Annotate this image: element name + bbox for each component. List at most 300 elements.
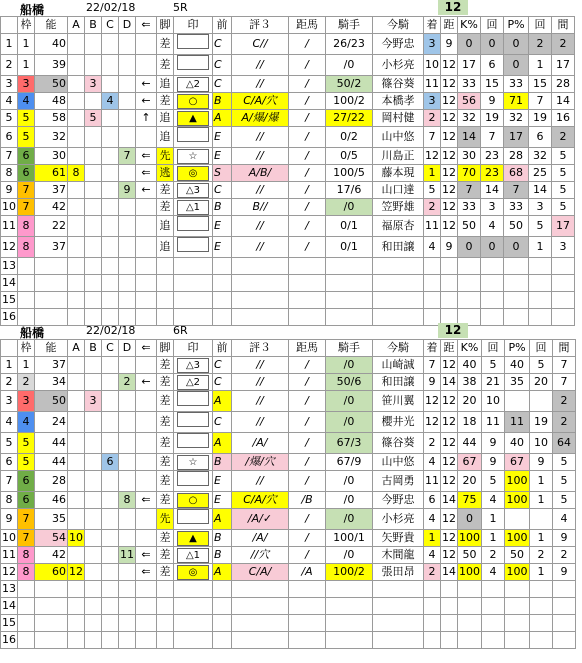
mark-cell[interactable]	[174, 412, 213, 433]
k-pct-cell[interactable]: 67	[458, 454, 482, 471]
col-a-cell[interactable]	[68, 374, 85, 391]
ability-cell[interactable]: 35	[35, 509, 68, 530]
empty-cell[interactable]	[458, 292, 481, 309]
k-pct-cell[interactable]: 0	[458, 509, 482, 530]
ability-cell[interactable]: 28	[35, 471, 68, 492]
empty-cell[interactable]	[424, 581, 441, 598]
empty-cell[interactable]	[136, 615, 157, 632]
col-c-cell[interactable]	[102, 374, 119, 391]
distance-cell[interactable]: 14	[441, 374, 458, 391]
mark-cell[interactable]	[174, 391, 213, 412]
count-cell[interactable]: 9	[481, 93, 504, 110]
arrow-cell[interactable]: ⇐	[136, 547, 157, 564]
k-pct-cell[interactable]: 40	[458, 357, 482, 374]
col-c-cell[interactable]	[102, 127, 119, 148]
arrow-cell[interactable]	[136, 216, 157, 237]
col-a-cell[interactable]	[68, 182, 85, 199]
mark-box[interactable]	[177, 471, 209, 486]
empty-cell[interactable]	[85, 581, 102, 598]
distance-cell[interactable]: 12	[441, 165, 458, 182]
col-c-cell[interactable]	[102, 530, 119, 547]
ability-cell[interactable]: 54	[35, 530, 68, 547]
mark-cell[interactable]	[174, 34, 213, 55]
count2-cell[interactable]	[530, 391, 553, 412]
prev-cell[interactable]: E	[213, 127, 232, 148]
ability-cell[interactable]: 34	[35, 374, 68, 391]
mark-cell[interactable]	[174, 564, 213, 581]
count2-cell[interactable]: 25	[529, 165, 552, 182]
table-row[interactable]	[1, 547, 576, 564]
waku-cell[interactable]: 1	[18, 34, 35, 55]
interval-cell[interactable]: 2	[552, 127, 575, 148]
empty-cell[interactable]	[35, 615, 68, 632]
empty-cell[interactable]	[458, 275, 481, 292]
col-c-cell[interactable]	[102, 564, 119, 581]
finish-cell[interactable]: 11	[424, 76, 441, 93]
jockey-name-cell[interactable]: 山口達	[373, 182, 424, 199]
ability-cell[interactable]: 60	[35, 564, 68, 581]
distance-cell[interactable]: 12	[441, 530, 458, 547]
table-row[interactable]	[1, 165, 575, 182]
distance-horse-cell[interactable]: /	[289, 412, 326, 433]
empty-cell[interactable]	[441, 615, 458, 632]
k-pct-cell[interactable]: 56	[458, 93, 481, 110]
empty-cell[interactable]	[424, 292, 441, 309]
jockey-name-cell[interactable]: 福原杏	[373, 216, 424, 237]
row-number[interactable]: 6	[1, 454, 18, 471]
prev-cell[interactable]: A	[213, 110, 232, 127]
style-cell[interactable]: 追	[157, 127, 174, 148]
jockey-stat-cell[interactable]: /0	[326, 471, 373, 492]
mark-cell[interactable]	[174, 148, 213, 165]
col-d-cell[interactable]	[119, 530, 136, 547]
table-row[interactable]	[1, 182, 575, 199]
count2-cell[interactable]: 19	[529, 110, 552, 127]
empty-cell[interactable]	[18, 598, 35, 615]
k-pct-cell[interactable]: 18	[458, 412, 482, 433]
col-d-cell[interactable]: 2	[119, 374, 136, 391]
waku-cell[interactable]: 1	[18, 357, 35, 374]
empty-cell[interactable]	[174, 292, 213, 309]
col-c-cell[interactable]	[102, 357, 119, 374]
count-cell[interactable]: 9	[482, 433, 505, 454]
jockey-name-cell[interactable]: 木間龍	[373, 547, 424, 564]
col-d-cell[interactable]: 8	[119, 492, 136, 509]
empty-row[interactable]	[1, 632, 576, 649]
col-c-cell[interactable]	[102, 547, 119, 564]
col-a-cell[interactable]	[68, 76, 85, 93]
finish-cell[interactable]: 12	[424, 148, 441, 165]
empty-cell[interactable]	[119, 275, 136, 292]
empty-cell[interactable]	[424, 275, 441, 292]
mark-cell[interactable]	[174, 110, 213, 127]
empty-cell[interactable]	[373, 258, 424, 275]
mark-box[interactable]	[177, 391, 209, 406]
col-b-cell[interactable]	[85, 530, 102, 547]
empty-cell[interactable]	[213, 632, 232, 649]
style-cell[interactable]: 差	[157, 433, 174, 454]
p-pct-cell[interactable]: 50	[505, 547, 530, 564]
style-cell[interactable]: 差	[157, 182, 174, 199]
jockey-stat-cell[interactable]: 0/5	[326, 148, 373, 165]
column-header[interactable]: 間	[552, 17, 575, 34]
col-c-cell[interactable]	[102, 34, 119, 55]
col-a-cell[interactable]	[68, 93, 85, 110]
column-header[interactable]: 今騎	[373, 17, 424, 34]
p-pct-cell[interactable]: 33	[504, 76, 529, 93]
distance-horse-cell[interactable]: /	[289, 55, 326, 76]
empty-cell[interactable]	[102, 615, 119, 632]
prev-cell[interactable]: A	[213, 433, 232, 454]
empty-cell[interactable]	[326, 258, 373, 275]
mark-cell[interactable]	[174, 509, 213, 530]
waku-cell[interactable]: 5	[18, 433, 35, 454]
arrow-cell[interactable]	[136, 454, 157, 471]
column-header[interactable]: D	[119, 17, 136, 34]
finish-cell[interactable]: 2	[424, 433, 441, 454]
jockey-name-cell[interactable]: 藤本現	[373, 165, 424, 182]
jockey-stat-cell[interactable]: /0	[326, 412, 373, 433]
count-cell[interactable]: 1	[482, 509, 505, 530]
ability-cell[interactable]: 61	[35, 165, 68, 182]
rating-cell[interactable]: C/A/穴	[232, 492, 289, 509]
ability-cell[interactable]: 42	[35, 199, 68, 216]
column-header[interactable]: ⇐	[136, 17, 157, 34]
empty-cell[interactable]	[136, 275, 157, 292]
k-pct-cell[interactable]: 50	[458, 547, 482, 564]
mark-cell[interactable]	[174, 76, 213, 93]
waku-cell[interactable]: 7	[18, 199, 35, 216]
mark-cell[interactable]	[174, 216, 213, 237]
table-row[interactable]	[1, 454, 576, 471]
k-pct-cell[interactable]: 32	[458, 110, 481, 127]
table-row[interactable]	[1, 127, 575, 148]
jockey-stat-cell[interactable]: /0	[326, 492, 373, 509]
ability-cell[interactable]: 37	[35, 357, 68, 374]
rating-cell[interactable]: /爆/穴	[232, 454, 289, 471]
col-d-cell[interactable]	[119, 199, 136, 216]
empty-cell[interactable]	[174, 275, 213, 292]
interval-cell[interactable]: 7	[553, 374, 576, 391]
col-a-cell[interactable]	[68, 34, 85, 55]
empty-cell[interactable]	[553, 632, 576, 649]
distance-cell[interactable]: 12	[441, 433, 458, 454]
count-cell[interactable]: 19	[481, 110, 504, 127]
rating-cell[interactable]: /A/	[232, 530, 289, 547]
empty-cell[interactable]	[482, 581, 505, 598]
empty-cell[interactable]	[213, 275, 232, 292]
empty-cell[interactable]	[232, 292, 289, 309]
column-header[interactable]: 脚	[157, 340, 174, 357]
empty-cell[interactable]	[85, 292, 102, 309]
p-pct-cell[interactable]: 0	[504, 55, 529, 76]
mark-cell[interactable]	[174, 471, 213, 492]
table-row[interactable]	[1, 530, 576, 547]
empty-cell[interactable]	[530, 632, 553, 649]
ability-cell[interactable]: 42	[35, 547, 68, 564]
column-header[interactable]: 着	[424, 340, 441, 357]
style-cell[interactable]: 差	[157, 199, 174, 216]
jockey-stat-cell[interactable]: 100/5	[326, 165, 373, 182]
arrow-cell[interactable]	[136, 391, 157, 412]
row-number[interactable]: 3	[1, 76, 18, 93]
empty-cell[interactable]	[289, 615, 326, 632]
empty-cell[interactable]	[35, 598, 68, 615]
column-header[interactable]: ⇐	[136, 340, 157, 357]
empty-cell[interactable]	[458, 258, 481, 275]
distance-cell[interactable]: 12	[441, 216, 458, 237]
rating-cell[interactable]: //	[232, 148, 289, 165]
ability-cell[interactable]: 39	[35, 55, 68, 76]
mark-box[interactable]: ◎	[177, 565, 209, 580]
finish-cell[interactable]: 11	[424, 471, 441, 492]
distance-cell[interactable]: 14	[441, 492, 458, 509]
empty-cell[interactable]	[424, 258, 441, 275]
empty-cell[interactable]	[481, 292, 504, 309]
distance-horse-cell[interactable]: /B	[289, 492, 326, 509]
prev-cell[interactable]: C	[213, 357, 232, 374]
mark-box[interactable]: ▲	[177, 531, 209, 546]
empty-cell[interactable]	[68, 258, 85, 275]
finish-cell[interactable]: 12	[424, 391, 441, 412]
empty-row[interactable]	[1, 581, 576, 598]
col-b-cell[interactable]	[85, 412, 102, 433]
distance-horse-cell[interactable]: /	[289, 374, 326, 391]
p-pct-cell[interactable]: 11	[505, 412, 530, 433]
empty-cell[interactable]	[505, 581, 530, 598]
interval-cell[interactable]: 64	[553, 433, 576, 454]
empty-row[interactable]	[1, 598, 576, 615]
arrow-cell[interactable]	[136, 357, 157, 374]
row-number[interactable]: 7	[1, 148, 18, 165]
mark-box[interactable]: ○	[177, 493, 209, 508]
distance-cell[interactable]: 9	[441, 237, 458, 258]
empty-cell[interactable]	[458, 632, 482, 649]
empty-cell[interactable]	[213, 258, 232, 275]
jockey-stat-cell[interactable]: 50/2	[326, 76, 373, 93]
rating-cell[interactable]: //	[232, 374, 289, 391]
waku-cell[interactable]: 4	[18, 93, 35, 110]
style-cell[interactable]: 差	[157, 564, 174, 581]
interval-cell[interactable]: 5	[552, 148, 575, 165]
waku-cell[interactable]: 6	[18, 471, 35, 492]
column-header[interactable]: 距	[441, 17, 458, 34]
jockey-name-cell[interactable]: 篠谷葵	[373, 76, 424, 93]
row-number[interactable]: 5	[1, 110, 18, 127]
empty-cell[interactable]	[373, 581, 424, 598]
column-header[interactable]: 枠	[18, 340, 35, 357]
distance-horse-cell[interactable]: /	[289, 509, 326, 530]
style-cell[interactable]: 差	[157, 34, 174, 55]
distance-cell[interactable]: 12	[441, 55, 458, 76]
style-cell[interactable]: 差	[157, 412, 174, 433]
empty-cell[interactable]	[289, 632, 326, 649]
waku-cell[interactable]: 7	[18, 530, 35, 547]
k-pct-cell[interactable]: 0	[458, 237, 481, 258]
finish-cell[interactable]: 4	[424, 237, 441, 258]
count-cell[interactable]: 4	[482, 492, 505, 509]
column-header[interactable]: 評３	[232, 17, 289, 34]
row-number[interactable]: 3	[1, 391, 18, 412]
col-a-cell[interactable]	[68, 357, 85, 374]
col-d-cell[interactable]	[119, 357, 136, 374]
table-row[interactable]	[1, 216, 575, 237]
jockey-stat-cell[interactable]: 0/2	[326, 127, 373, 148]
prev-cell[interactable]: C	[213, 55, 232, 76]
interval-cell[interactable]: 17	[552, 55, 575, 76]
distance-cell[interactable]: 12	[441, 127, 458, 148]
count-cell[interactable]: 23	[481, 165, 504, 182]
p-pct-cell[interactable]	[505, 509, 530, 530]
distance-horse-cell[interactable]: /	[289, 454, 326, 471]
waku-cell[interactable]: 5	[18, 110, 35, 127]
empty-cell[interactable]	[85, 275, 102, 292]
empty-cell[interactable]	[232, 632, 289, 649]
column-header[interactable]: 能	[35, 17, 68, 34]
arrow-cell[interactable]: ←	[136, 93, 157, 110]
p-pct-cell[interactable]: 71	[504, 93, 529, 110]
k-pct-cell[interactable]: 38	[458, 374, 482, 391]
col-a-cell[interactable]	[68, 199, 85, 216]
arrow-cell[interactable]: ⇐	[136, 492, 157, 509]
mark-cell[interactable]	[174, 237, 213, 258]
column-header[interactable]: K%	[458, 340, 482, 357]
interval-cell[interactable]: 16	[552, 110, 575, 127]
empty-cell[interactable]	[85, 258, 102, 275]
col-a-cell[interactable]	[68, 454, 85, 471]
distance-horse-cell[interactable]: /	[289, 93, 326, 110]
col-b-cell[interactable]	[85, 216, 102, 237]
mark-box[interactable]: △2	[177, 77, 209, 92]
jockey-name-cell[interactable]: 小杉亮	[373, 509, 424, 530]
col-c-cell[interactable]	[102, 492, 119, 509]
col-d-cell[interactable]	[119, 216, 136, 237]
jockey-stat-cell[interactable]: 100/1	[326, 530, 373, 547]
distance-cell[interactable]: 12	[441, 110, 458, 127]
finish-cell[interactable]: 4	[424, 547, 441, 564]
col-d-cell[interactable]: 7	[119, 148, 136, 165]
k-pct-cell[interactable]: 50	[458, 216, 481, 237]
column-header[interactable]: D	[119, 340, 136, 357]
column-header[interactable]: 前	[213, 17, 232, 34]
mark-box[interactable]	[177, 55, 209, 70]
style-cell[interactable]: 追	[157, 216, 174, 237]
col-a-cell[interactable]	[68, 509, 85, 530]
jockey-stat-cell[interactable]: 27/22	[326, 110, 373, 127]
empty-cell[interactable]	[232, 275, 289, 292]
finish-cell[interactable]: 1	[424, 165, 441, 182]
empty-cell[interactable]	[18, 615, 35, 632]
col-d-cell[interactable]	[119, 93, 136, 110]
mark-cell[interactable]	[174, 165, 213, 182]
distance-horse-cell[interactable]: /	[289, 391, 326, 412]
empty-cell[interactable]	[289, 581, 326, 598]
prev-cell[interactable]: E	[213, 471, 232, 492]
waku-cell[interactable]: 4	[18, 412, 35, 433]
finish-cell[interactable]: 2	[424, 110, 441, 127]
distance-horse-cell[interactable]: /	[289, 199, 326, 216]
finish-cell[interactable]: 4	[424, 509, 441, 530]
empty-cell[interactable]	[530, 598, 553, 615]
finish-cell[interactable]: 10	[424, 55, 441, 76]
waku-cell[interactable]: 5	[18, 454, 35, 471]
jockey-name-cell[interactable]: 矢野貴	[373, 530, 424, 547]
empty-cell[interactable]	[481, 275, 504, 292]
k-pct-cell[interactable]: 17	[458, 55, 481, 76]
empty-cell[interactable]	[119, 598, 136, 615]
row-number[interactable]: 8	[1, 165, 18, 182]
column-header[interactable]: 間	[553, 340, 576, 357]
col-a-cell[interactable]	[68, 216, 85, 237]
empty-cell[interactable]	[174, 615, 213, 632]
empty-cell[interactable]	[232, 615, 289, 632]
distance-horse-cell[interactable]: /	[289, 127, 326, 148]
column-header[interactable]: P%	[505, 340, 530, 357]
jockey-stat-cell[interactable]: 17/6	[326, 182, 373, 199]
col-a-cell[interactable]	[68, 127, 85, 148]
mark-cell[interactable]	[174, 492, 213, 509]
prev-cell[interactable]: S	[213, 165, 232, 182]
row-number[interactable]: 12	[1, 237, 18, 258]
distance-horse-cell[interactable]: /A	[289, 564, 326, 581]
empty-cell[interactable]	[18, 632, 35, 649]
col-b-cell[interactable]	[85, 55, 102, 76]
empty-cell[interactable]	[373, 275, 424, 292]
distance-cell[interactable]: 12	[441, 199, 458, 216]
col-c-cell[interactable]	[102, 110, 119, 127]
mark-box[interactable]	[177, 237, 209, 252]
prev-cell[interactable]: A	[213, 509, 232, 530]
col-b-cell[interactable]	[85, 509, 102, 530]
table-row[interactable]	[1, 110, 575, 127]
empty-cell[interactable]	[136, 598, 157, 615]
col-a-cell[interactable]	[68, 148, 85, 165]
jockey-name-cell[interactable]: 山崎誠	[373, 357, 424, 374]
count2-cell[interactable]: 5	[529, 216, 552, 237]
column-header[interactable]: 印	[174, 340, 213, 357]
interval-cell[interactable]: 9	[553, 564, 576, 581]
empty-cell[interactable]	[102, 292, 119, 309]
distance-cell[interactable]: 12	[441, 412, 458, 433]
empty-cell[interactable]	[458, 615, 482, 632]
waku-cell[interactable]: 5	[18, 127, 35, 148]
count2-cell[interactable]: 6	[529, 127, 552, 148]
column-header[interactable]: A	[68, 340, 85, 357]
col-b-cell[interactable]	[85, 199, 102, 216]
empty-cell[interactable]	[232, 258, 289, 275]
count-cell[interactable]: 4	[481, 216, 504, 237]
ability-cell[interactable]: 40	[35, 34, 68, 55]
prev-cell[interactable]: E	[213, 148, 232, 165]
empty-cell[interactable]	[68, 632, 85, 649]
col-a-cell[interactable]	[68, 492, 85, 509]
table-row[interactable]	[1, 76, 575, 93]
interval-cell[interactable]: 7	[553, 357, 576, 374]
empty-cell[interactable]	[35, 632, 68, 649]
column-header[interactable]: 能	[35, 340, 68, 357]
empty-cell[interactable]	[289, 598, 326, 615]
col-c-cell[interactable]	[102, 76, 119, 93]
jockey-name-cell[interactable]: 篠谷葵	[373, 433, 424, 454]
mark-cell[interactable]	[174, 93, 213, 110]
col-a-cell[interactable]: 12	[68, 564, 85, 581]
k-pct-cell[interactable]: 20	[458, 471, 482, 492]
mark-box[interactable]: ○	[177, 94, 209, 109]
k-pct-cell[interactable]: 7	[458, 182, 481, 199]
prev-cell[interactable]: C	[213, 34, 232, 55]
finish-cell[interactable]: 7	[424, 357, 441, 374]
table-row[interactable]	[1, 492, 576, 509]
